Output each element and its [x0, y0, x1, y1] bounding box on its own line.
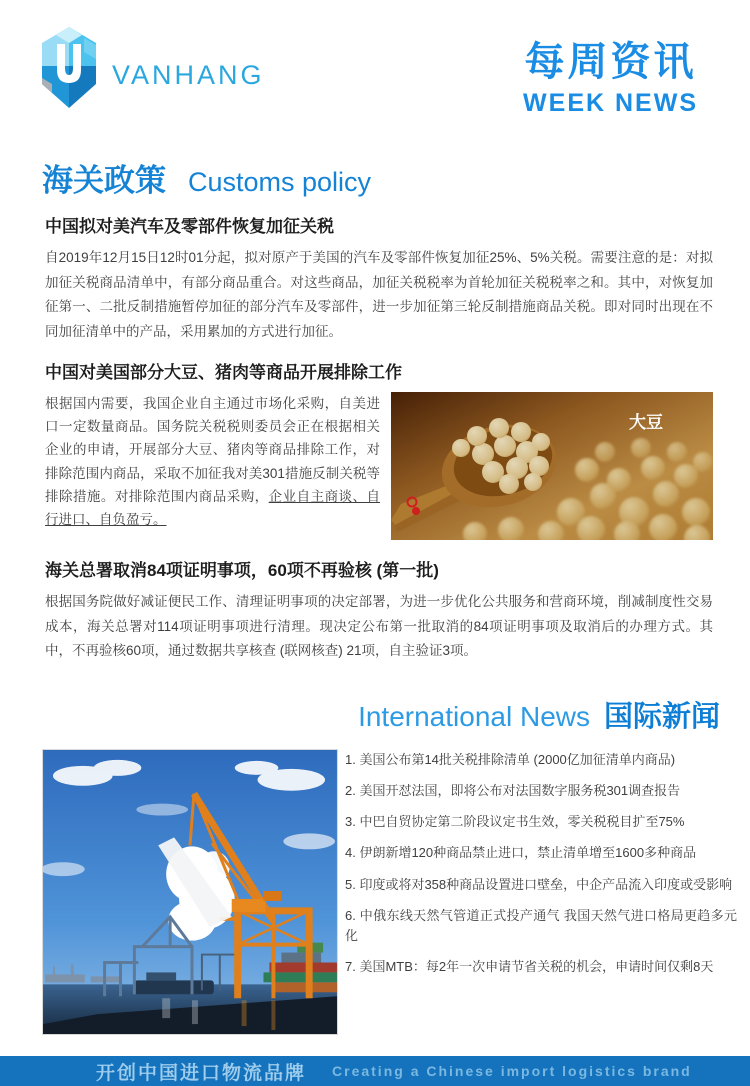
soybean-image-label: 大豆	[629, 413, 663, 432]
footer-slogan-cn: 开创中国进口物流品牌	[96, 1062, 307, 1084]
brand-name: VANHANG	[112, 59, 265, 90]
international-news-list	[345, 750, 737, 988]
article-tariff-resume	[45, 212, 713, 344]
news-item: 1. 美国公布第14批关税排除清单 (2000亿加征清单内商品)	[345, 752, 676, 767]
news-item: 2. 美国开怼法国，即将公布对法国数字服务税301调查报告	[345, 783, 681, 799]
customs-heading-cn: 海关政策	[42, 163, 166, 198]
news-item: 4. 伊朗新增120种商品禁止进口，禁止清单增至1600多种商品	[345, 845, 697, 861]
international-section-heading	[0, 694, 720, 735]
article-title: 中国拟对美汽车及零部件恢复加征关税	[45, 217, 334, 236]
underlined-phrase: 企业自主商谈、自行进口、自负盈亏。	[45, 488, 381, 528]
article-soybean-exclusion	[45, 358, 713, 540]
soybean-photo	[391, 392, 713, 540]
news-item: 6. 中俄东线天然气管道正式投产通气 我国天然气进口格局更趋多元化	[345, 907, 737, 943]
customs-section-heading	[42, 155, 371, 200]
article-body: 自2019年12月15日12时01分起，拟对原产于美国的汽车及零部件恢复加征25%、5%关税。需要注意的是：对拟加征关税商品清单中，有部分商品重合。对这些商品，加征关税税率为首轮加征关税税率之和。其中，对恢复加征第一、二批反制措施暂停加征的部分汽车及零部件，进一步加征第三轮反制措施商品关税。即对同时出现在不同加征清单中的产品，采用累加的方式进行加征。	[45, 250, 713, 339]
news-item: 5. 印度或将对358种商品设置进口壁垒，中企产品流入印度或受影响	[345, 876, 733, 892]
port-photo	[42, 749, 338, 1035]
article-title: 中国对美国部分大豆、猪肉等商品开展排除工作	[45, 363, 402, 382]
footer-bar	[0, 1056, 750, 1086]
article-body: 根据国务院做好减证便民工作、清理证明事项的决定部署，为进一步优化公共服务和营商环境，削减制度性交易成本，海关总署对114项证明事项进行清理。现决定公布第一批取消的84项证明事项及取消后的办理方式。其中，不再验核60项，通过数据共享核查 (联网核查) 21项，自主验证3项。	[45, 594, 713, 659]
newsletter-title	[523, 30, 698, 118]
article-title: 海关总署取消84项证明事项，60项不再验核 (第一批)	[45, 561, 439, 580]
article-body: 根据国内需要，我国企业自主通过市场化采购，自美进口一定数量商品。国务院关税税则委员会正在根据相关企业的申请，开展部分大豆、猪肉等商品排除工作，对排除范围内商品，采取不加征我对美301措施反制关税等排除措施。对排除范围内商品采购，企业自主商谈、自行进口、自负盈亏。	[45, 396, 381, 528]
international-heading-cn: 国际新闻	[603, 701, 720, 733]
brand-logo	[40, 26, 265, 110]
footer-slogan-en: Creating a Chinese import logistics brand	[332, 1063, 692, 1079]
article-certificates-cancelled	[45, 556, 713, 664]
news-item: 3. 中巴自贸协定第二阶段议定书生效，零关税税目扩至75%	[345, 814, 685, 830]
news-item: 7. 美国MTB：每2年一次申请节省关税的机会，申请时间仅剩8天	[345, 958, 714, 974]
international-heading-en: International News	[358, 701, 590, 732]
customs-heading-en: Customs policy	[188, 167, 372, 197]
newsletter-title-en: WEEK NEWS	[523, 89, 698, 117]
vanhang-logo-icon	[40, 26, 98, 110]
newsletter-title-cn: 每周资讯	[524, 40, 697, 84]
